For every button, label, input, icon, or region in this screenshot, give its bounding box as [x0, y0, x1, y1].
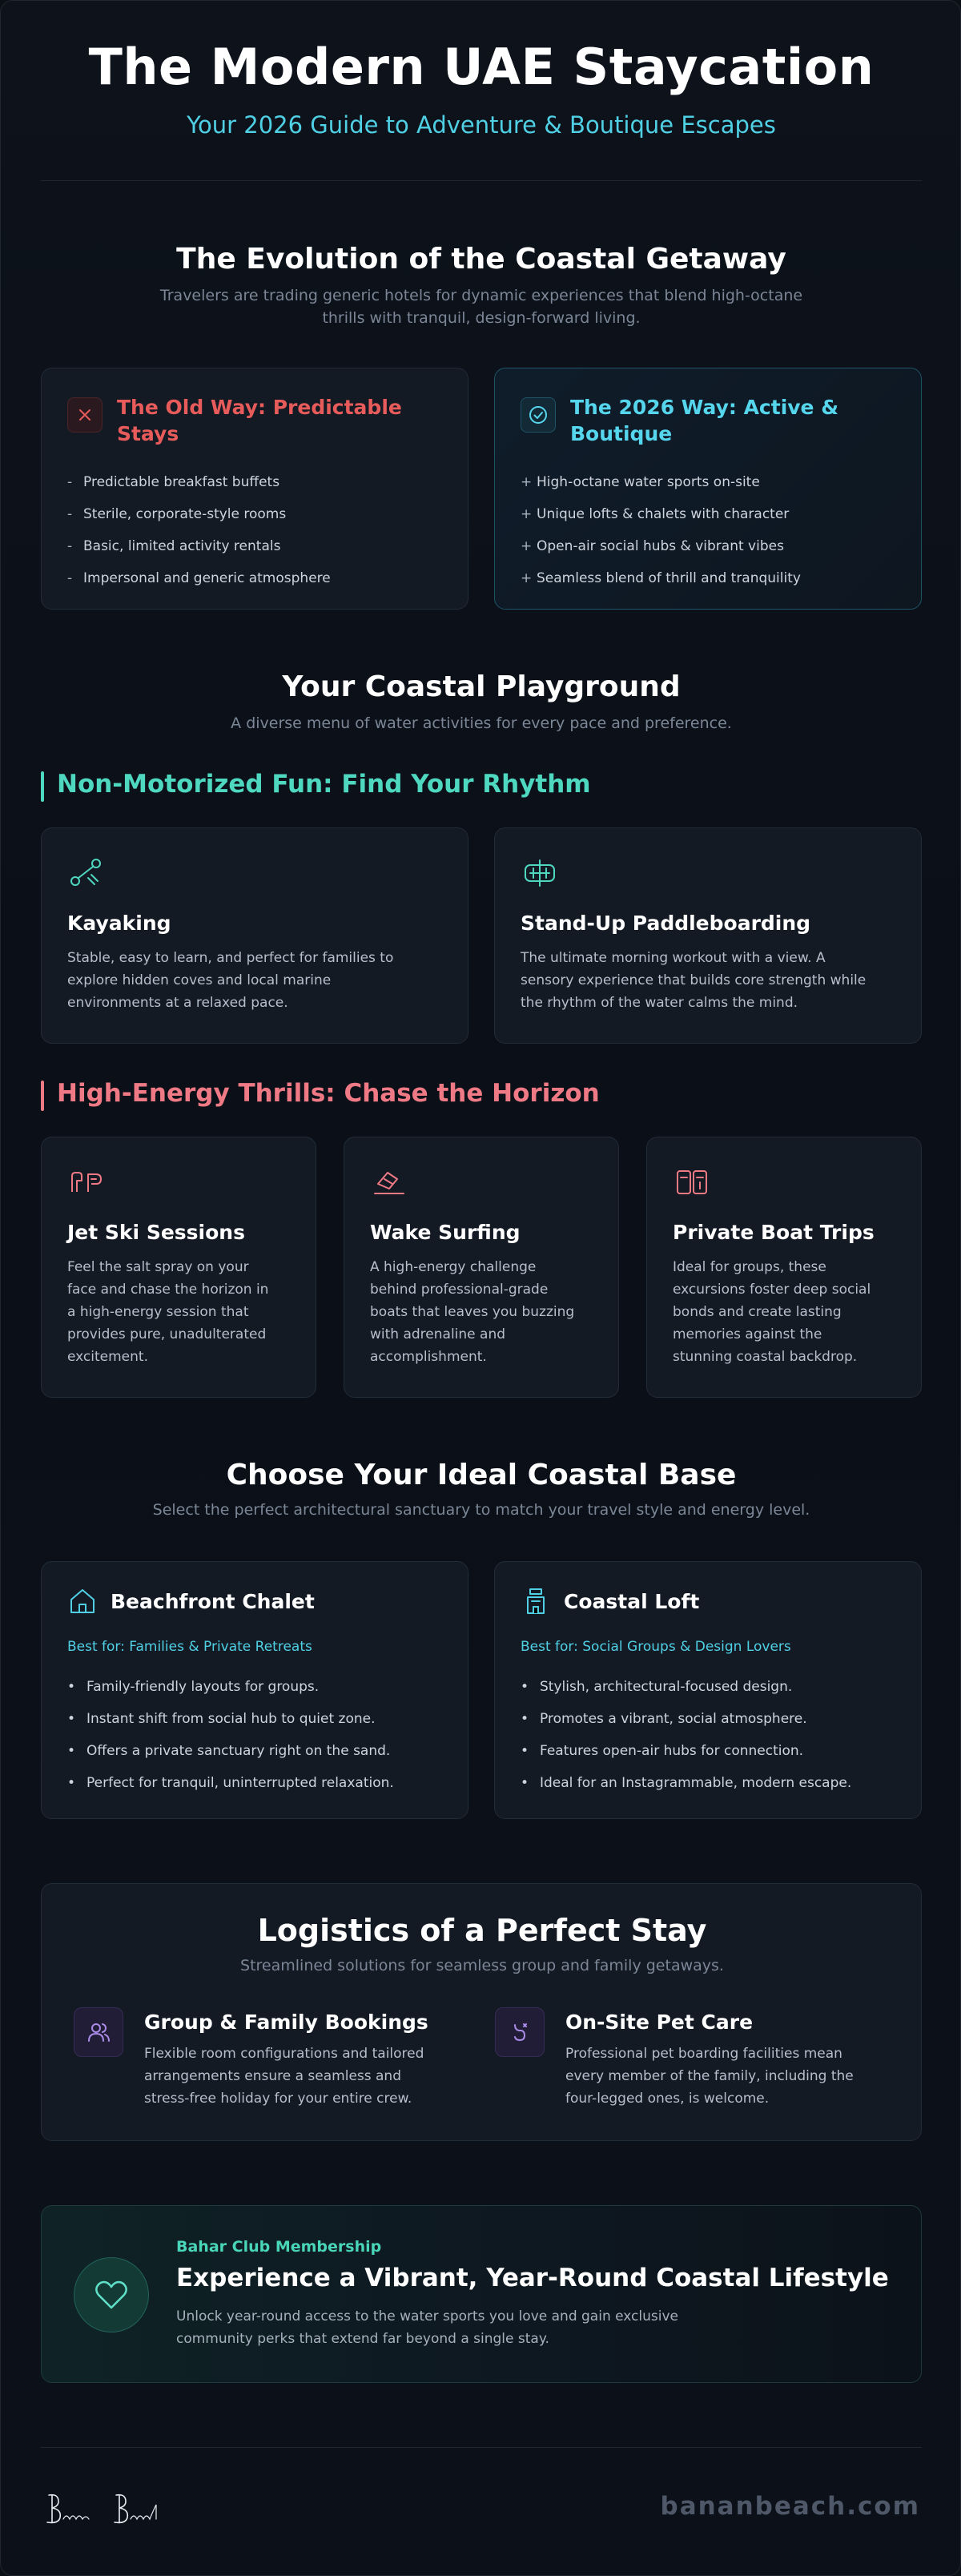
membership-desc: Unlock year-round access to the water sports you love and gain exclusive community perks that extend far beyond a single stay.	[176, 2308, 678, 2347]
list-item: - Basic, limited activity rentals	[67, 538, 281, 554]
bases-subtitle: Select the perfect architectural sanctuary to match your travel style and energy level.	[152, 1501, 810, 1519]
base-title: Beachfront Chalet	[111, 1589, 315, 1613]
activity-desc: Ideal for groups, these excursions foster deep social bonds and create lasting memories against the stunning coastal backdrop.	[673, 1259, 871, 1365]
check-circle-icon	[521, 397, 556, 433]
logistics-panel	[41, 1883, 922, 2141]
activity-card-kayaking	[41, 827, 468, 1044]
heart-icon	[74, 2257, 149, 2332]
list-item: • Offers a private sanctuary right on the sand.	[67, 1743, 391, 1759]
playground-title: Your Coastal Playground	[282, 670, 681, 703]
house-icon	[67, 1586, 98, 1616]
logistics-item-pet	[495, 2007, 887, 2119]
logistics-item-title: Group & Family Bookings	[144, 2010, 428, 2034]
list-item: • Family-friendly layouts for groups.	[67, 1679, 320, 1695]
activity-desc: A high-energy challenge behind professional-grade boats that leaves you buzzing with adrenaline and accomplishment.	[370, 1259, 575, 1365]
base-best-for: Best for: Social Groups & Design Lovers	[521, 1639, 791, 1655]
close-icon	[67, 397, 103, 433]
activity-card-boat-trips	[646, 1137, 922, 1398]
membership-kicker: Bahar Club Membership	[176, 2238, 382, 2256]
paddleboard-icon	[521, 854, 559, 892]
new-way-title: The 2026 Way: Active & Boutique	[570, 396, 839, 445]
activity-card-jet-ski	[41, 1137, 316, 1398]
base-card-loft	[494, 1561, 922, 1819]
logistics-item-desc: Flexible room configurations and tailored arrangements ensure a seamless and stress-free holiday for your entire crew.	[144, 2046, 424, 2107]
kayak-icon	[67, 854, 106, 892]
playground-subtitle: A diverse menu of water activities for every pace and preference.	[231, 714, 732, 732]
list-item: • Stylish, architectural-focused design.	[521, 1679, 793, 1695]
banan-beach-logo	[44, 2489, 180, 2529]
new-way-list	[521, 466, 801, 594]
activity-title: Stand-Up Paddleboarding	[521, 912, 811, 935]
base-points	[67, 1671, 394, 1799]
old-way-list	[67, 466, 331, 594]
activity-desc: The ultimate morning workout with a view. A sensory experience that builds core strength while the rhythm of the water calms the mind.	[521, 950, 867, 1011]
category-bar	[41, 771, 44, 802]
old-way-card	[41, 368, 468, 610]
jet-ski-icon	[67, 1163, 106, 1201]
list-item: + Open-air social hubs & vibrant vibes	[521, 538, 784, 554]
list-item: • Perfect for tranquil, uninterrupted relaxation.	[67, 1775, 394, 1791]
base-points	[521, 1671, 851, 1799]
base-card-chalet	[41, 1561, 468, 1819]
membership-title: Experience a Vibrant, Year-Round Coastal Lifestyle	[176, 2264, 889, 2292]
activity-desc: Stable, easy to learn, and perfect for families to explore hidden coves and local marine environments at a relaxed pace.	[67, 950, 394, 1011]
list-item: + Unique lofts & chalets with character	[521, 506, 790, 522]
activity-title: Private Boat Trips	[673, 1221, 875, 1244]
activity-title: Wake Surfing	[370, 1221, 521, 1244]
list-item: - Predictable breakfast buffets	[67, 474, 280, 490]
list-item: • Ideal for an Instagrammable, modern escape.	[521, 1775, 852, 1791]
boat-icon	[673, 1163, 711, 1201]
logistics-item-desc: Professional pet boarding facilities mean every member of the family, including the four-legged ones, is welcome.	[565, 2046, 854, 2107]
logistics-subtitle: Streamlined solutions for seamless group and family getaways.	[240, 1957, 724, 1974]
logistics-item-group	[74, 2007, 466, 2119]
pet-icon	[495, 2007, 545, 2057]
list-item: - Impersonal and generic atmosphere	[67, 570, 331, 586]
high-energy-title: High-Energy Thrills: Chase the Horizon	[57, 1079, 600, 1108]
non-motorized-title: Non-Motorized Fun: Find Your Rhythm	[57, 770, 591, 799]
page-subtitle: Your 2026 Guide to Adventure & Boutique Escapes	[187, 111, 776, 139]
category-bar	[41, 1081, 44, 1111]
new-way-card	[494, 368, 922, 610]
divider	[41, 180, 922, 181]
list-item: • Instant shift from social hub to quiet zone.	[67, 1711, 376, 1727]
evolution-subtitle-line1: Travelers are trading generic hotels for dynamic experiences that blend high-octane	[159, 287, 803, 304]
building-icon	[521, 1586, 551, 1616]
evolution-title: The Evolution of the Coastal Getaway	[176, 243, 786, 276]
users-icon	[74, 2007, 123, 2057]
activity-title: Kayaking	[67, 912, 171, 935]
list-item: + Seamless blend of thrill and tranquility	[521, 570, 801, 586]
list-item: • Promotes a vibrant, social atmosphere.	[521, 1711, 807, 1727]
old-way-title: The Old Way: Predictable Stays	[117, 396, 402, 445]
activity-card-wake-surfing	[344, 1137, 619, 1398]
page-title: The Modern UAE Staycation	[88, 38, 875, 96]
divider	[41, 2447, 922, 2448]
base-best-for: Best for: Families & Private Retreats	[67, 1639, 312, 1655]
logistics-item-title: On-Site Pet Care	[565, 2010, 754, 2034]
list-item: + High-octane water sports on-site	[521, 474, 760, 490]
evolution-subtitle-line2: thrills with tranquil, design-forward living.	[322, 309, 641, 327]
wake-surf-icon	[370, 1163, 408, 1201]
activity-desc: Feel the salt spray on your face and chase the horizon in a high-energy session that provides pure, unadulterated excitement.	[67, 1259, 269, 1365]
logistics-title: Logistics of a Perfect Stay	[257, 1913, 707, 1948]
membership-banner	[41, 2205, 922, 2383]
activity-card-paddleboarding	[494, 827, 922, 1044]
base-title: Coastal Loft	[564, 1589, 700, 1613]
list-item: • Features open-air hubs for connection.	[521, 1743, 804, 1759]
header	[1, 1, 961, 180]
activity-title: Jet Ski Sessions	[67, 1221, 245, 1244]
list-item: - Sterile, corporate-style rooms	[67, 506, 287, 522]
bases-title: Choose Your Ideal Coastal Base	[226, 1459, 737, 1491]
footer-url[interactable]: bananbeach.com	[660, 2492, 920, 2521]
